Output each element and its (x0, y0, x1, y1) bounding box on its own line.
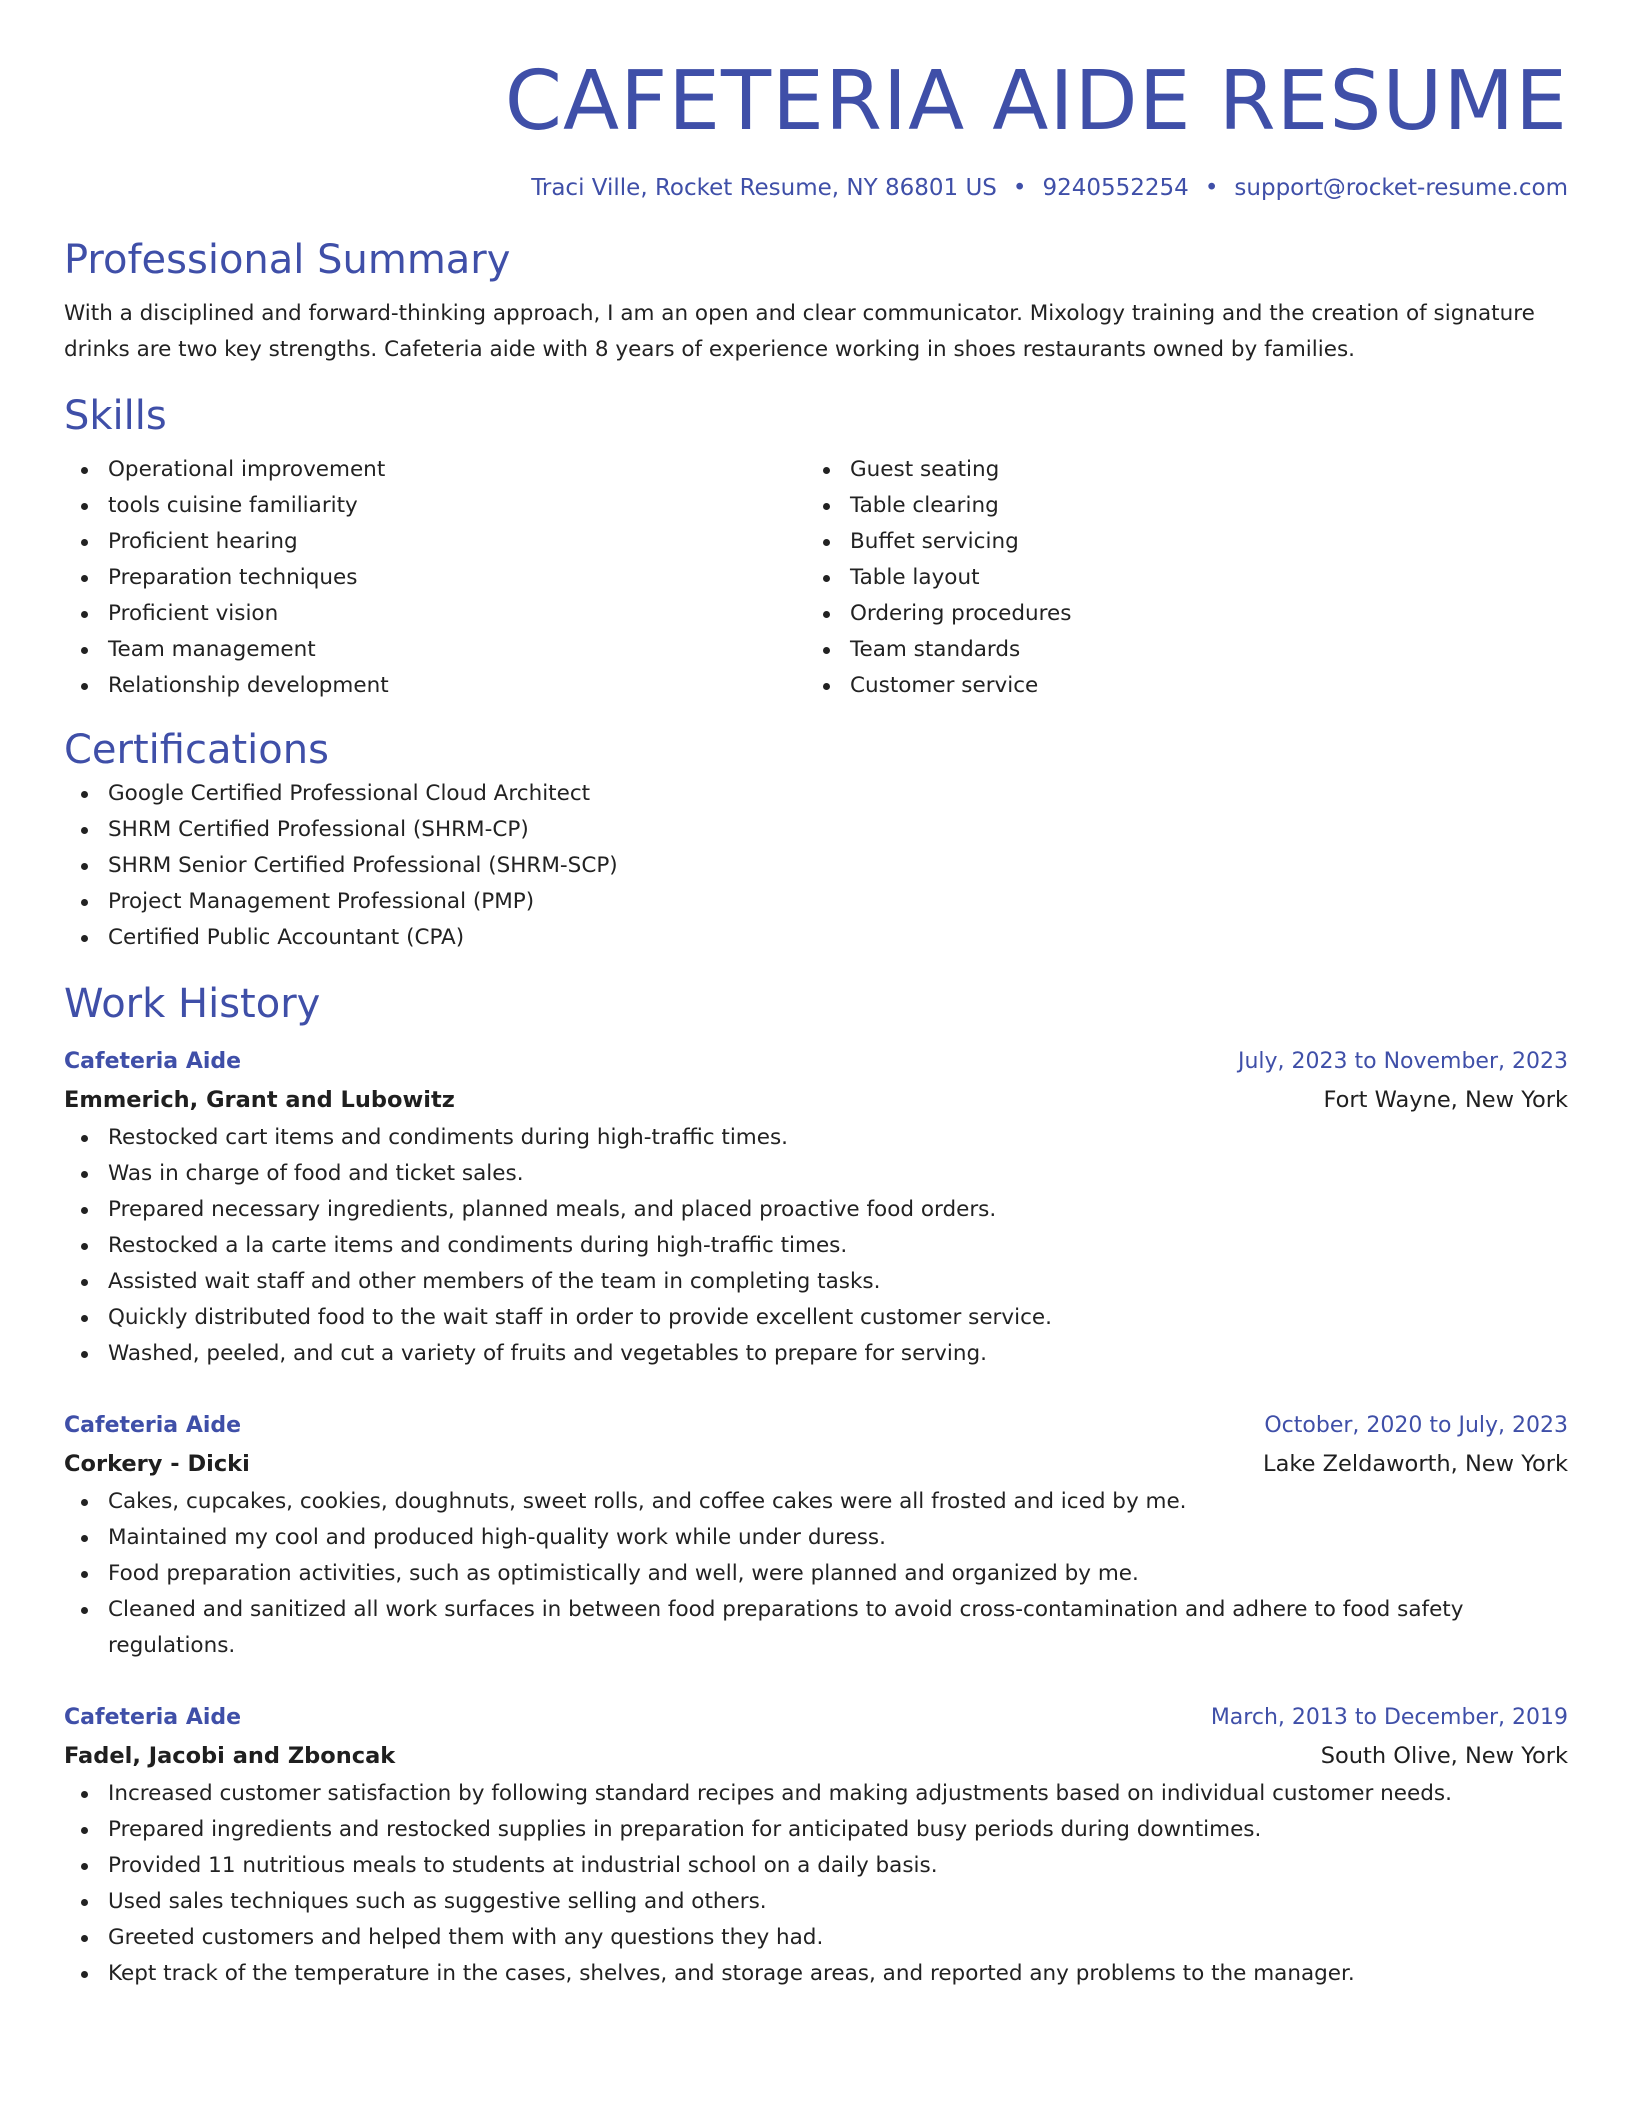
skill-item: Operational improvement (64, 452, 806, 488)
certification-item: SHRM Certified Professional (SHRM-CP) (64, 812, 1568, 848)
skill-item: Relationship development (64, 668, 806, 704)
job-bullet: Maintained my cool and produced high-quality work while under duress. (64, 1520, 1568, 1556)
summary-text: With a disciplined and forward-thinking approach, I am an open and clear communicator. Mixology training and the creation of signature drinks are two key strengths. Cafeteria aide with 8 years of experience working in shoes restaurants owned by families. (64, 301, 1535, 362)
job-bullet: Quickly distributed food to the wait staff in order to provide excellent customer service. (64, 1300, 1568, 1336)
job-employer-row (64, 1736, 1568, 1776)
resume-page (64, 0, 1568, 1992)
job-location: South Olive, New York (1320, 1743, 1568, 1769)
skills-heading: Skills (64, 393, 167, 439)
job-title: Cafeteria Aide (64, 1705, 242, 1730)
skill-item: Team management (64, 632, 806, 668)
job-bullet: Assisted wait staff and other members of the team in completing tasks. (64, 1264, 1568, 1300)
skill-item: Guest seating (806, 452, 1548, 488)
job-bullet: Provided 11 nutritious meals to students at industrial school on a daily basis. (64, 1848, 1568, 1884)
job-location: Lake Zeldaworth, New York (1263, 1451, 1568, 1477)
certification-item: Google Certified Professional Cloud Architect (64, 776, 1568, 812)
job-bullet: Restocked cart items and condiments during high-traffic times. (64, 1120, 1568, 1156)
skill-item: Preparation techniques (64, 560, 806, 596)
job-title: Cafeteria Aide (64, 1049, 242, 1074)
resume-title: CAFETERIA AIDE RESUME (504, 54, 1568, 149)
job-bullet-list (64, 1484, 1568, 1664)
job-bullet: Restocked a la carte items and condiments during high-traffic times. (64, 1228, 1568, 1264)
contact-phone: 9240552254 (1042, 175, 1189, 201)
skill-item: Customer service (806, 668, 1548, 704)
skill-item: tools cuisine familiarity (64, 488, 806, 524)
job-bullet: Washed, peeled, and cut a variety of fruits and vegetables to prepare for serving. (64, 1336, 1568, 1372)
skill-item: Proficient vision (64, 596, 806, 632)
contact-email: support@rocket-resume.com (1234, 175, 1568, 201)
skill-item: Proficient hearing (64, 524, 806, 560)
job-bullet: Greeted customers and helped them with any questions they had. (64, 1920, 1568, 1956)
certification-item: Project Management Professional (PMP) (64, 884, 1568, 920)
job-title-row (64, 1044, 1568, 1080)
job-dates: October, 2020 to July, 2023 (1264, 1413, 1568, 1438)
job-location: Fort Wayne, New York (1323, 1087, 1568, 1113)
job-entry (64, 1044, 1568, 1372)
contact-separator: • (1204, 175, 1219, 201)
skills-column-right (806, 452, 1548, 704)
job-entry (64, 1700, 1568, 1992)
certifications-list (64, 776, 1568, 956)
job-bullet: Kept track of the temperature in the cases, shelves, and storage areas, and reported any problems to the manager. (64, 1956, 1568, 1992)
job-dates: July, 2023 to November, 2023 (1237, 1049, 1568, 1074)
skills-list-right (806, 452, 1548, 704)
work-history-heading: Work History (64, 981, 321, 1027)
job-bullet: Prepared ingredients and restocked supplies in preparation for anticipated busy periods during downtimes. (64, 1812, 1568, 1848)
contact-address: Traci Ville, Rocket Resume, NY 86801 US (531, 175, 997, 201)
contact-line (64, 172, 1568, 204)
job-bullet: Cleaned and sanitized all work surfaces in between food preparations to avoid cross-contamination and adhere to food safety regulations. (64, 1592, 1568, 1664)
certification-item: Certified Public Accountant (CPA) (64, 920, 1568, 956)
contact-separator: • (1012, 175, 1027, 201)
skills-column-left (64, 452, 806, 704)
certification-item: SHRM Senior Certified Professional (SHRM-SCP) (64, 848, 1568, 884)
job-title-row (64, 1408, 1568, 1444)
job-bullet-list (64, 1776, 1568, 1992)
job-bullet: Cakes, cupcakes, cookies, doughnuts, sweet rolls, and coffee cakes were all frosted and iced by me. (64, 1484, 1568, 1520)
resume-header (64, 0, 1568, 204)
job-bullet: Food preparation activities, such as optimistically and well, were planned and organized by me. (64, 1556, 1568, 1592)
job-entry (64, 1408, 1568, 1664)
skill-item: Buffet servicing (806, 524, 1548, 560)
skill-item: Team standards (806, 632, 1548, 668)
job-employer: Fadel, Jacobi and Zboncak (64, 1743, 396, 1769)
skill-item: Table clearing (806, 488, 1548, 524)
job-employer-row (64, 1444, 1568, 1484)
job-bullet: Prepared necessary ingredients, planned meals, and placed proactive food orders. (64, 1192, 1568, 1228)
job-bullet: Used sales techniques such as suggestive selling and others. (64, 1884, 1568, 1920)
skills-columns (64, 452, 1568, 704)
job-employer-row (64, 1080, 1568, 1120)
certifications-heading: Certifications (64, 727, 329, 773)
job-employer: Corkery - Dicki (64, 1451, 250, 1477)
job-dates: March, 2013 to December, 2019 (1210, 1705, 1568, 1730)
job-title: Cafeteria Aide (64, 1413, 242, 1438)
job-bullet: Was in charge of food and ticket sales. (64, 1156, 1568, 1192)
job-bullet: Increased customer satisfaction by following standard recipes and making adjustments based on individual customer needs. (64, 1776, 1568, 1812)
summary-heading: Professional Summary (64, 237, 511, 283)
skills-list-left (64, 452, 806, 704)
skill-item: Table layout (806, 560, 1548, 596)
job-bullet-list (64, 1120, 1568, 1372)
skill-item: Ordering procedures (806, 596, 1548, 632)
job-title-row (64, 1700, 1568, 1736)
job-employer: Emmerich, Grant and Lubowitz (64, 1087, 455, 1113)
